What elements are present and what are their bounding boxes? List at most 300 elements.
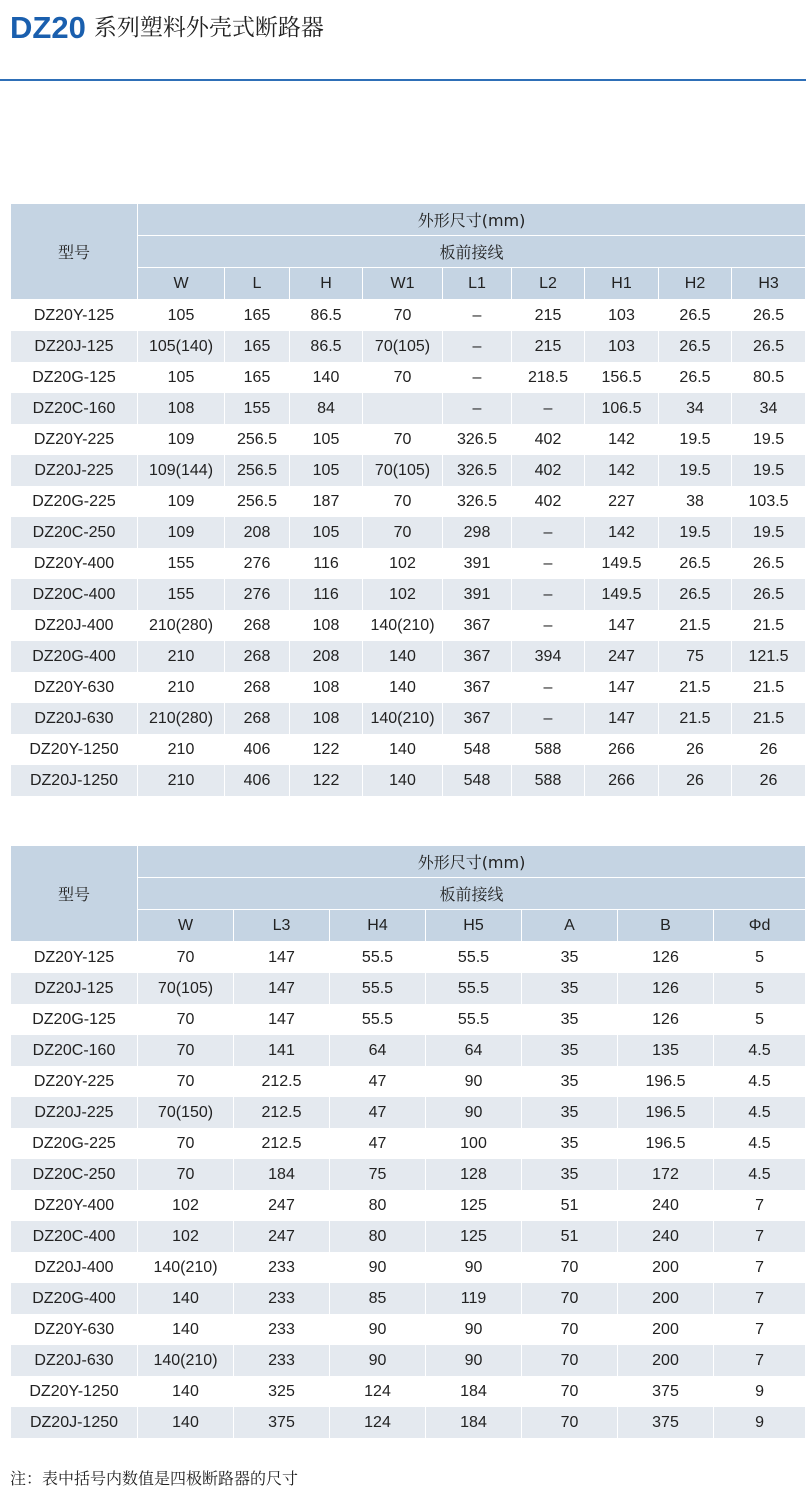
table-cell: 247	[234, 1190, 330, 1221]
table-cell: 124	[330, 1376, 426, 1407]
table-row	[11, 942, 806, 974]
table-cell: 7	[714, 1252, 806, 1283]
table-cell: 105	[138, 362, 225, 393]
table-cell: 147	[234, 942, 330, 974]
table-cell: 35	[522, 1035, 618, 1066]
table-row	[11, 765, 806, 796]
table-cell: 70	[138, 942, 234, 974]
table-cell: 70	[522, 1252, 618, 1283]
table-cell: 135	[618, 1035, 714, 1066]
table-cell: 19.5	[659, 455, 732, 486]
table-cell: 35	[522, 1159, 618, 1190]
table-cell: 233	[234, 1345, 330, 1376]
table-cell: 108	[290, 610, 363, 641]
table-row	[11, 734, 806, 765]
table-cell: 108	[290, 672, 363, 703]
table-cell: 588	[512, 765, 585, 796]
table-cell: 140	[138, 1314, 234, 1345]
model-cell: DZ20Y-225	[11, 424, 138, 455]
model-cell: DZ20C-400	[11, 579, 138, 610]
dimensions-table-1	[10, 203, 806, 796]
table-cell: 102	[138, 1190, 234, 1221]
column-header: H3	[732, 268, 806, 300]
table-cell: 233	[234, 1314, 330, 1345]
table-cell: 26.5	[659, 300, 732, 332]
table-cell: 165	[225, 362, 290, 393]
table-cell: 106.5	[585, 393, 659, 424]
table-cell: 256.5	[225, 424, 290, 455]
table-cell: 105	[290, 455, 363, 486]
model-cell: DZ20Y-225	[11, 1066, 138, 1097]
table-cell: 215	[512, 300, 585, 332]
wiring-subheader: 板前接线	[138, 236, 806, 268]
model-cell: DZ20J-1250	[11, 1407, 138, 1438]
model-cell: DZ20Y-1250	[11, 734, 138, 765]
table-cell: 103	[585, 300, 659, 332]
table-cell: 26	[732, 734, 806, 765]
table-cell: 256.5	[225, 486, 290, 517]
table-cell: 70	[522, 1376, 618, 1407]
table-cell: 375	[234, 1407, 330, 1438]
page-title	[10, 10, 324, 46]
table-cell: 375	[618, 1407, 714, 1438]
table-row	[11, 455, 806, 486]
table-cell: 38	[659, 486, 732, 517]
table-cell: 7	[714, 1314, 806, 1345]
column-header: H5	[426, 910, 522, 942]
model-cell: DZ20J-400	[11, 1252, 138, 1283]
table-cell: 140(210)	[138, 1252, 234, 1283]
table-cell: 19.5	[659, 424, 732, 455]
table-cell: 51	[522, 1221, 618, 1252]
table-cell: 140(210)	[138, 1345, 234, 1376]
model-cell: DZ20Y-1250	[11, 1376, 138, 1407]
table-cell: 102	[363, 548, 443, 579]
table-cell: 70	[138, 1066, 234, 1097]
column-header: H2	[659, 268, 732, 300]
table-row	[11, 1221, 806, 1252]
table-cell: 26.5	[659, 579, 732, 610]
table-cell: 64	[330, 1035, 426, 1066]
table-cell: 75	[330, 1159, 426, 1190]
table-cell: –	[443, 331, 512, 362]
table-cell: 184	[234, 1159, 330, 1190]
table-cell: 80	[330, 1221, 426, 1252]
table-row	[11, 1252, 806, 1283]
table-cell: 210	[138, 765, 225, 796]
table-cell: 140	[138, 1407, 234, 1438]
table-cell: 200	[618, 1345, 714, 1376]
model-cell: DZ20C-160	[11, 1035, 138, 1066]
table-cell: 212.5	[234, 1066, 330, 1097]
table-cell: 126	[618, 973, 714, 1004]
table-cell: 4.5	[714, 1159, 806, 1190]
table-cell: –	[512, 579, 585, 610]
table-cell: 9	[714, 1407, 806, 1438]
table-cell: 86.5	[290, 331, 363, 362]
table-cell: 47	[330, 1097, 426, 1128]
table-cell: 210	[138, 641, 225, 672]
column-header: W1	[363, 268, 443, 300]
table-cell: 19.5	[732, 424, 806, 455]
table-cell: 367	[443, 672, 512, 703]
column-header: L	[225, 268, 290, 300]
table-row	[11, 300, 806, 332]
table-cell: 90	[330, 1345, 426, 1376]
table-cell: 70	[522, 1283, 618, 1314]
table-cell: 47	[330, 1066, 426, 1097]
table-cell: 86.5	[290, 300, 363, 332]
table-row	[11, 579, 806, 610]
table-cell: 276	[225, 548, 290, 579]
table-cell: 55.5	[330, 1004, 426, 1035]
table-cell: 240	[618, 1221, 714, 1252]
table-cell: 7	[714, 1221, 806, 1252]
table-cell: 90	[426, 1066, 522, 1097]
model-cell: DZ20Y-630	[11, 672, 138, 703]
table-cell: 548	[443, 765, 512, 796]
table-cell: 102	[138, 1221, 234, 1252]
table-cell: 103.5	[732, 486, 806, 517]
model-cell: DZ20Y-630	[11, 1314, 138, 1345]
table-cell: 55.5	[426, 1004, 522, 1035]
table-cell: 5	[714, 1004, 806, 1035]
table-cell: 268	[225, 641, 290, 672]
table-cell: 210(280)	[138, 703, 225, 734]
table-cell: 105(140)	[138, 331, 225, 362]
table-cell: 70	[363, 362, 443, 393]
table-cell: 109	[138, 517, 225, 548]
table-cell: 147	[585, 610, 659, 641]
table-cell: 70(105)	[363, 455, 443, 486]
model-cell: DZ20J-125	[11, 331, 138, 362]
table-row	[11, 424, 806, 455]
title-text: 系列塑料外壳式断路器	[93, 15, 324, 41]
table-cell: 64	[426, 1035, 522, 1066]
table-row	[11, 610, 806, 641]
table-cell: 140	[363, 672, 443, 703]
table-cell: 156.5	[585, 362, 659, 393]
table-cell: 268	[225, 703, 290, 734]
table-cell: 5	[714, 973, 806, 1004]
dimension-group-header: 外形尺寸(mm)	[138, 204, 806, 236]
dimensions-table-2	[10, 845, 806, 1438]
table-cell: 367	[443, 703, 512, 734]
model-header: 型号	[11, 204, 138, 300]
table-cell: 266	[585, 734, 659, 765]
table-row	[11, 1066, 806, 1097]
table-row	[11, 672, 806, 703]
table-cell: –	[512, 703, 585, 734]
table-cell: 26	[659, 765, 732, 796]
table-row	[11, 517, 806, 548]
table-cell: 4.5	[714, 1097, 806, 1128]
model-cell: DZ20G-225	[11, 1128, 138, 1159]
table-row	[11, 1035, 806, 1066]
table-cell: 70(105)	[363, 331, 443, 362]
table-cell: 187	[290, 486, 363, 517]
table-cell: 149.5	[585, 579, 659, 610]
table-row	[11, 1004, 806, 1035]
table-cell: 70	[138, 1128, 234, 1159]
table-cell: 35	[522, 942, 618, 974]
table-cell: 548	[443, 734, 512, 765]
table-cell: 402	[512, 424, 585, 455]
table-cell: 35	[522, 1004, 618, 1035]
table-cell: 70	[138, 1035, 234, 1066]
page-header	[0, 0, 810, 82]
table-cell: 70(150)	[138, 1097, 234, 1128]
column-header: H1	[585, 268, 659, 300]
table-cell: 215	[512, 331, 585, 362]
table-cell: 35	[522, 1097, 618, 1128]
table-cell: 298	[443, 517, 512, 548]
table-cell: 21.5	[659, 610, 732, 641]
table-cell: 21.5	[659, 672, 732, 703]
model-cell: DZ20C-250	[11, 517, 138, 548]
column-header: B	[618, 910, 714, 942]
table-cell: 233	[234, 1283, 330, 1314]
table-cell: 149.5	[585, 548, 659, 579]
table-cell: 55.5	[426, 973, 522, 1004]
table-row	[11, 1407, 806, 1438]
table-cell: –	[512, 610, 585, 641]
table-row	[11, 1345, 806, 1376]
table-cell: 147	[234, 1004, 330, 1035]
table-cell: 70	[363, 486, 443, 517]
table-row	[11, 1128, 806, 1159]
table-cell: 90	[426, 1252, 522, 1283]
table-cell: 141	[234, 1035, 330, 1066]
table-cell: 140	[138, 1283, 234, 1314]
table-row	[11, 1097, 806, 1128]
table-cell: 4.5	[714, 1066, 806, 1097]
table-cell: 80	[330, 1190, 426, 1221]
table-cell: 402	[512, 486, 585, 517]
table-cell: 21.5	[659, 703, 732, 734]
model-cell: DZ20J-1250	[11, 765, 138, 796]
table-cell: 26.5	[732, 300, 806, 332]
table-cell: –	[512, 672, 585, 703]
table-cell: 142	[585, 517, 659, 548]
model-cell: DZ20G-400	[11, 641, 138, 672]
table-cell: 212.5	[234, 1097, 330, 1128]
table-cell: 266	[585, 765, 659, 796]
table-cell: 4.5	[714, 1128, 806, 1159]
table-cell: 142	[585, 455, 659, 486]
model-cell: DZ20J-630	[11, 1345, 138, 1376]
table-cell: –	[512, 517, 585, 548]
table-cell: 121.5	[732, 641, 806, 672]
table-cell: 109	[138, 486, 225, 517]
table-cell: 326.5	[443, 424, 512, 455]
table-cell: 85	[330, 1283, 426, 1314]
model-header: 型号	[11, 846, 138, 942]
table-row	[11, 1283, 806, 1314]
table-cell: 26	[659, 734, 732, 765]
table-cell: 140(210)	[363, 610, 443, 641]
table-row	[11, 393, 806, 424]
table-cell: –	[443, 393, 512, 424]
table-cell: 122	[290, 765, 363, 796]
model-cell: DZ20J-125	[11, 973, 138, 1004]
table-cell: 184	[426, 1376, 522, 1407]
column-header: L1	[443, 268, 512, 300]
table-cell	[363, 393, 443, 424]
table-cell: 208	[290, 641, 363, 672]
table-cell: 70	[363, 300, 443, 332]
model-cell: DZ20Y-400	[11, 548, 138, 579]
table-cell: 367	[443, 610, 512, 641]
table-cell: 35	[522, 1128, 618, 1159]
table-cell: 140	[363, 765, 443, 796]
table-cell: –	[443, 300, 512, 332]
table-cell: 406	[225, 734, 290, 765]
table-cell: 70(105)	[138, 973, 234, 1004]
column-header: H4	[330, 910, 426, 942]
table-row	[11, 1376, 806, 1407]
table-cell: 70	[522, 1314, 618, 1345]
model-cell: DZ20C-160	[11, 393, 138, 424]
column-header: W	[138, 910, 234, 942]
table-cell: 391	[443, 579, 512, 610]
table-cell: 55.5	[330, 942, 426, 974]
table-cell: 125	[426, 1190, 522, 1221]
table-cell: 26.5	[732, 579, 806, 610]
table-cell: 90	[426, 1314, 522, 1345]
table-cell: 394	[512, 641, 585, 672]
table-row	[11, 331, 806, 362]
table-cell: 218.5	[512, 362, 585, 393]
table-cell: 51	[522, 1190, 618, 1221]
table-cell: 247	[585, 641, 659, 672]
table-cell: 109	[138, 424, 225, 455]
table-cell: 247	[234, 1221, 330, 1252]
column-header: A	[522, 910, 618, 942]
table-cell: 196.5	[618, 1066, 714, 1097]
table-cell: 128	[426, 1159, 522, 1190]
table-cell: 55.5	[426, 942, 522, 974]
table-cell: 240	[618, 1190, 714, 1221]
table-cell: 200	[618, 1314, 714, 1345]
table-cell: 21.5	[732, 703, 806, 734]
table-cell: 391	[443, 548, 512, 579]
table-cell: 140	[138, 1376, 234, 1407]
table-cell: 34	[659, 393, 732, 424]
table-cell: 375	[618, 1376, 714, 1407]
model-cell: DZ20Y-125	[11, 942, 138, 974]
table-cell: 47	[330, 1128, 426, 1159]
table-cell: 70	[522, 1407, 618, 1438]
table-cell: 227	[585, 486, 659, 517]
table-cell: 196.5	[618, 1128, 714, 1159]
table-cell: 108	[290, 703, 363, 734]
table-row	[11, 973, 806, 1004]
table-cell: 147	[234, 973, 330, 1004]
table-cell: 34	[732, 393, 806, 424]
table-cell: 326.5	[443, 486, 512, 517]
model-cell: DZ20G-125	[11, 362, 138, 393]
table-cell: 140(210)	[363, 703, 443, 734]
table-cell: 126	[618, 1004, 714, 1035]
table-cell: 147	[585, 703, 659, 734]
wiring-subheader: 板前接线	[138, 878, 806, 910]
table-cell: 7	[714, 1345, 806, 1376]
table-cell: –	[512, 548, 585, 579]
table-cell: 35	[522, 1066, 618, 1097]
table-cell: 90	[426, 1345, 522, 1376]
table-cell: 7	[714, 1190, 806, 1221]
footnote: 注：表中括号内数值是四极断路器的尺寸	[10, 1469, 299, 1488]
table-cell: 210(280)	[138, 610, 225, 641]
column-header: W	[138, 268, 225, 300]
model-cell: DZ20J-225	[11, 455, 138, 486]
table-cell: 84	[290, 393, 363, 424]
table-cell: 276	[225, 579, 290, 610]
table-cell: 142	[585, 424, 659, 455]
table-cell: 116	[290, 579, 363, 610]
table-cell: 21.5	[732, 672, 806, 703]
model-cell: DZ20G-400	[11, 1283, 138, 1314]
table-cell: 268	[225, 610, 290, 641]
table-row	[11, 1159, 806, 1190]
table-cell: 140	[363, 734, 443, 765]
table-cell: 165	[225, 331, 290, 362]
table-cell: 70	[138, 1004, 234, 1035]
table-cell: 155	[225, 393, 290, 424]
table-cell: 210	[138, 734, 225, 765]
table-cell: 105	[290, 517, 363, 548]
table-cell: 140	[363, 641, 443, 672]
table-cell: 233	[234, 1252, 330, 1283]
model-cell: DZ20J-630	[11, 703, 138, 734]
table-cell: 100	[426, 1128, 522, 1159]
table-cell: 9	[714, 1376, 806, 1407]
table-cell: 367	[443, 641, 512, 672]
table-cell: 19.5	[659, 517, 732, 548]
title-brand: DZ20	[10, 10, 86, 45]
table-cell: 19.5	[732, 455, 806, 486]
table-cell: 21.5	[732, 610, 806, 641]
model-cell: DZ20J-225	[11, 1097, 138, 1128]
table-cell: 147	[585, 672, 659, 703]
model-cell: DZ20Y-400	[11, 1190, 138, 1221]
table-cell: 200	[618, 1283, 714, 1314]
table-cell: 70	[522, 1345, 618, 1376]
table-cell: 125	[426, 1221, 522, 1252]
table-cell: 116	[290, 548, 363, 579]
table-cell: 210	[138, 672, 225, 703]
table-row	[11, 486, 806, 517]
table-cell: 26	[732, 765, 806, 796]
table-cell: 165	[225, 300, 290, 332]
column-header: L3	[234, 910, 330, 942]
table-cell: 5	[714, 942, 806, 974]
table-cell: 4.5	[714, 1035, 806, 1066]
table-cell: 55.5	[330, 973, 426, 1004]
table-cell: 402	[512, 455, 585, 486]
table-cell: 172	[618, 1159, 714, 1190]
table-cell: 105	[290, 424, 363, 455]
table-cell: 325	[234, 1376, 330, 1407]
table-cell: 26.5	[732, 548, 806, 579]
table-cell: 108	[138, 393, 225, 424]
table-cell: 103	[585, 331, 659, 362]
table-cell: 406	[225, 765, 290, 796]
column-header: L2	[512, 268, 585, 300]
table-cell: 26.5	[659, 331, 732, 362]
table-cell: 212.5	[234, 1128, 330, 1159]
